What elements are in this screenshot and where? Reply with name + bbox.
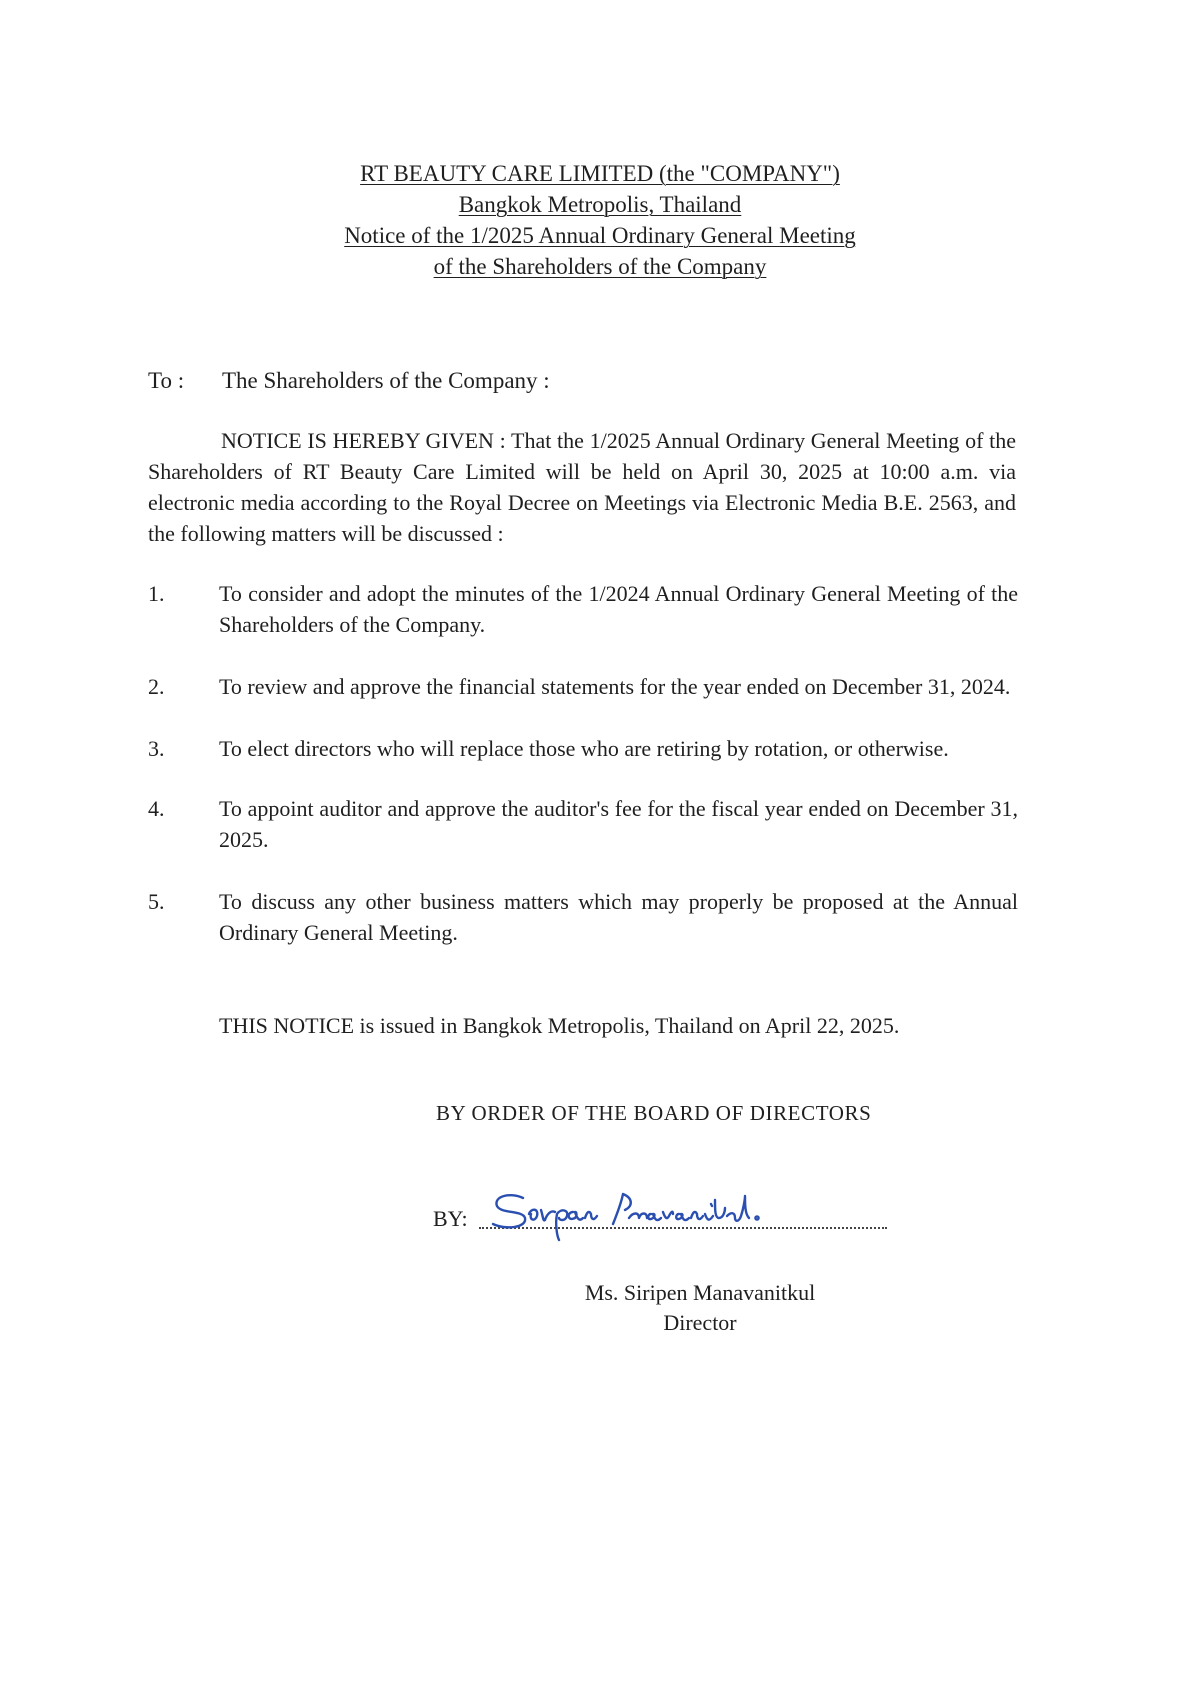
agenda-text: To consider and adopt the minutes of the 1/2024 Annual Ordinary General Meeting of the Shareholders of the Company. xyxy=(219,581,1018,637)
issued-statement: THIS NOTICE is issued in Bangkok Metropolis, Thailand on April 22, 2025. xyxy=(219,1013,900,1038)
document-title-block xyxy=(300,158,900,282)
agenda-text: To discuss any other business matters which may properly be proposed at the Annual Ordinary General Meeting. xyxy=(219,889,1018,945)
notice-title: Notice of the 1/2025 Annual Ordinary General Meeting xyxy=(344,223,856,248)
agenda-number: 1. xyxy=(148,581,165,606)
intro-text: NOTICE IS HEREBY GIVEN : That the 1/2025 Annual Ordinary General Meeting of the Shareholders of RT Beauty Care Limited will be held on April 30, 2025 at 10:00 a.m. via electronic media according to the Royal Decree on Meetings via Electronic Media B.E. 2563, and the following matters will be discussed : xyxy=(148,428,1016,546)
company-name: RT BEAUTY CARE LIMITED (the "COMPANY") xyxy=(360,161,840,186)
intro-paragraph xyxy=(148,425,1016,549)
agenda-number: 4. xyxy=(148,796,165,821)
signature-line xyxy=(433,1190,893,1240)
agenda-item xyxy=(148,578,1018,640)
by-label: BY: xyxy=(433,1206,468,1231)
agenda-number: 5. xyxy=(148,889,165,914)
signer-block xyxy=(540,1278,860,1338)
agenda-item xyxy=(148,671,1018,702)
signer-name: Ms. Siripen Manavanitkul xyxy=(584,1280,816,1305)
agenda-text: To elect directors who will replace those who are retiring by rotation, or otherwise. xyxy=(219,736,949,761)
notice-subtitle: of the Shareholders of the Company xyxy=(433,254,767,279)
company-location: Bangkok Metropolis, Thailand xyxy=(458,192,742,217)
handwritten-signature xyxy=(483,1184,793,1244)
board-order-line: BY ORDER OF THE BOARD OF DIRECTORS xyxy=(436,1101,872,1125)
agenda-number: 2. xyxy=(148,674,165,699)
to-label: To : xyxy=(148,368,185,393)
agenda-item xyxy=(148,793,1018,855)
agenda-number: 3. xyxy=(148,736,165,761)
addressee: The Shareholders of the Company : xyxy=(222,368,550,393)
agenda-item xyxy=(148,733,1018,764)
agenda-list xyxy=(148,578,1018,979)
agenda-item xyxy=(148,886,1018,948)
signer-title: Director xyxy=(663,1310,737,1335)
agenda-text: To review and approve the financial statements for the year ended on December 31, 2024. xyxy=(219,674,1011,699)
agenda-text: To appoint auditor and approve the auditor's fee for the fiscal year ended on December 31, 2025. xyxy=(219,796,1018,852)
